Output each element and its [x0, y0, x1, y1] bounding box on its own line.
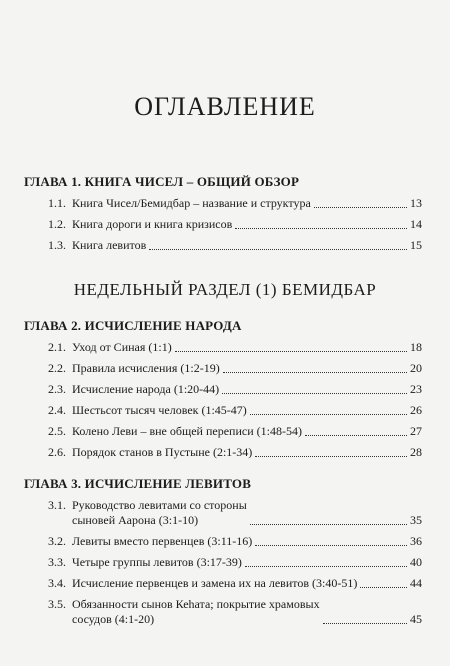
entry-number: 2.6.	[48, 445, 66, 459]
dot-leader	[223, 372, 407, 373]
toc-entry[interactable]	[48, 534, 422, 549]
entry-title-line: сосудов (4:1-20)	[72, 612, 155, 626]
dot-leader	[314, 207, 407, 208]
dot-leader	[255, 545, 407, 546]
entry-page: 18	[410, 340, 422, 354]
entry-page: 26	[410, 403, 422, 417]
entry-title: Левиты вместо первенцев (3:11-16)	[72, 534, 253, 548]
entry-title: Шестьсот тысяч человек (1:45-47)	[72, 403, 247, 417]
entry-title	[72, 498, 247, 528]
entry-title-line: Обязанности сынов Кеhата; покрытие храмовых	[72, 597, 320, 611]
entry-number: 2.2.	[48, 361, 66, 375]
entry-number: 3.3.	[48, 555, 66, 569]
entry-title: Исчисление народа (1:20-44)	[72, 382, 220, 396]
entry-page: 14	[410, 217, 422, 231]
entry-title: Колено Леви – вне общей переписи (1:48-54)	[72, 424, 302, 438]
dot-leader	[235, 228, 407, 229]
entry-title: Порядок станов в Пустыне (2:1-34)	[72, 445, 253, 459]
entry-title: Четыре группы левитов (3:17-39)	[72, 555, 242, 569]
entry-page: 35	[410, 513, 422, 527]
dot-leader	[245, 566, 407, 567]
chapter-3-heading: ГЛАВА 3. ИСЧИСЛЕНИЕ ЛЕВИТОВ	[24, 476, 252, 491]
dot-leader	[250, 414, 407, 415]
dot-leader	[250, 524, 407, 525]
toc-entry[interactable]	[48, 361, 422, 376]
page-title: ОГЛАВЛЕНИЕ	[134, 92, 316, 121]
toc-entry[interactable]	[48, 403, 422, 418]
entry-page: 45	[410, 612, 422, 626]
entry-number: 2.3.	[48, 382, 66, 396]
toc-entry[interactable]	[48, 424, 422, 439]
dot-leader	[222, 393, 407, 394]
entry-title: Книга левитов	[72, 238, 147, 252]
dot-leader	[175, 351, 407, 352]
toc-entry[interactable]	[48, 498, 422, 528]
entry-page: 27	[410, 424, 422, 438]
entry-number: 1.3.	[48, 238, 66, 252]
entry-number: 3.4.	[48, 576, 66, 590]
entry-page: 36	[410, 534, 422, 548]
entry-page: 15	[410, 238, 422, 252]
entry-number: 1.1.	[48, 196, 66, 210]
entry-page: 23	[410, 382, 422, 396]
weekly-section-heading: НЕДЕЛЬНЫЙ РАЗДЕЛ (1) БЕМИДБАР	[73, 280, 377, 299]
entry-title-line: сыновей Аарона (3:1-10)	[72, 513, 199, 527]
dot-leader	[323, 623, 407, 624]
entry-page: 20	[410, 361, 422, 375]
toc-entry[interactable]	[48, 340, 422, 355]
entry-number: 1.2.	[48, 217, 66, 231]
entry-number: 2.1.	[48, 340, 66, 354]
toc-entry[interactable]	[48, 576, 422, 591]
chapter-1-heading: ГЛАВА 1. КНИГА ЧИСЕЛ – ОБЩИЙ ОБЗОР	[24, 174, 300, 189]
toc-entry[interactable]	[48, 445, 422, 460]
entry-title: Исчисление первенцев и замена их на левитов (3:40-51)	[72, 576, 358, 590]
entry-title-line: Руководство левитами со стороны	[72, 498, 247, 512]
entry-number: 2.4.	[48, 403, 66, 417]
entry-page: 13	[410, 196, 422, 210]
entry-title	[72, 597, 320, 627]
dot-leader	[360, 587, 407, 588]
dot-leader	[255, 456, 407, 457]
dot-leader	[149, 249, 407, 250]
entry-title: Правила исчисления (1:2-19)	[72, 361, 220, 375]
toc-entry[interactable]	[48, 196, 422, 211]
toc-entry[interactable]	[48, 555, 422, 570]
entry-title: Уход от Синая (1:1)	[72, 340, 172, 354]
entry-number: 3.2.	[48, 534, 66, 548]
entry-page: 28	[410, 445, 422, 459]
entry-number: 3.5.	[48, 597, 66, 611]
dot-leader	[305, 435, 407, 436]
toc-entry[interactable]	[48, 238, 422, 253]
entry-title: Книга Чисел/Бемидбар – название и структура	[72, 196, 311, 210]
toc-entry[interactable]	[48, 382, 422, 397]
toc-entry[interactable]	[48, 597, 422, 627]
entry-page: 40	[410, 555, 422, 569]
entry-number: 3.1.	[48, 498, 66, 512]
entry-title: Книга дороги и книга кризисов	[72, 217, 233, 231]
entry-page: 44	[410, 576, 422, 590]
toc-entry[interactable]	[48, 217, 422, 232]
chapter-2-heading: ГЛАВА 2. ИСЧИСЛЕНИЕ НАРОДА	[24, 318, 242, 333]
entry-number: 2.5.	[48, 424, 66, 438]
